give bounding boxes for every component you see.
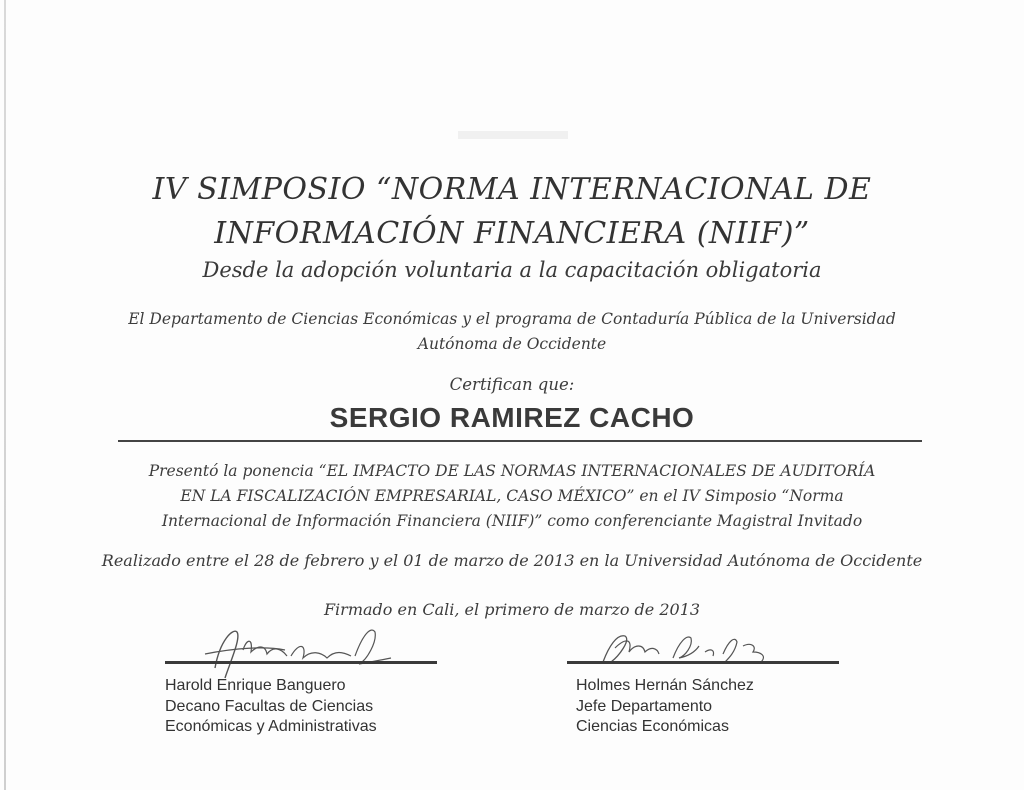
signatory-right [576,676,754,738]
signatory-role: Decano Facultas de Ciencias [165,697,374,715]
title-line-2: INFORMACIÓN FINANCIERA (NIIF)” [214,216,810,251]
signatory-role: Económicas y Administrativas [165,718,377,735]
signature-line-right [567,661,839,664]
description-line-1: Presentó la ponencia “EL IMPACTO DE LAS NORMAS INTERNACIONALES DE AUDITORÍA [148,462,876,480]
faint-watermark [458,128,568,142]
signing-place-date: Firmado en Cali, el primero de marzo de 2013 [323,600,701,619]
subtitle: Desde la adopción voluntaria a la capacitación obligatoria [202,258,822,282]
department-line-2: Autónoma de Occidente [417,335,607,353]
title-line-1: IV SIMPOSIO “NORMA INTERNACIONAL DE [152,172,872,207]
description-line-3: Internacional de Información Financiera (NIIF)” como conferenciante Magistral Invitado [161,512,863,530]
department-line-1: El Departamento de Ciencias Económicas y el programa de Contaduría Pública de la Universidad [128,310,896,328]
certify-label: Certifican que: [449,375,575,394]
event-dates: Realizado entre el 28 de febrero y el 01 de marzo de 2013 en la Universidad Autónoma de Occidente [101,551,923,570]
signature-line-left [165,661,437,664]
signatory-role: Ciencias Económicas [576,718,729,735]
recipient-name: SERGIO RAMIREZ CACHO [329,402,695,433]
signatory-name: Harold Enrique Banguero [165,677,346,694]
signature-left [195,620,395,680]
description-line-2: EN LA FISCALIZACIÓN EMPRESARIAL, CASO MÉXICO” en el IV Simposio “Norma [180,487,844,505]
recipient-underline [118,440,922,442]
scan-edge [4,0,6,790]
signatory-name: Holmes Hernán Sánchez [576,677,754,694]
signatory-role: Jefe Departamento [576,697,713,715]
signatory-left [165,676,377,738]
